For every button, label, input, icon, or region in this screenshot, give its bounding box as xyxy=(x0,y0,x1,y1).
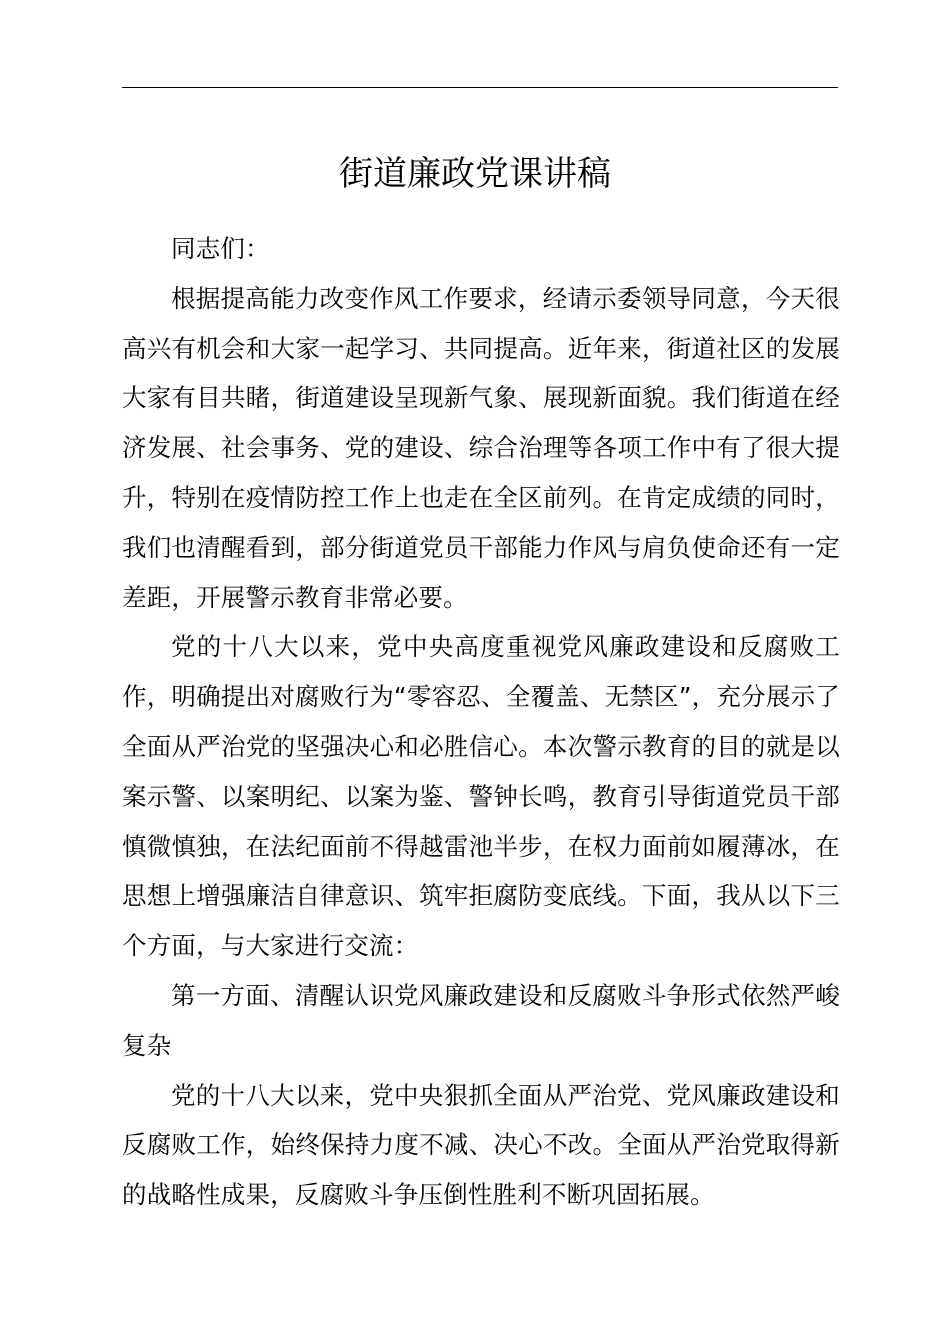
section-heading: 第一方面、清醒认识党风廉政建设和反腐败斗争形式依然严峻复杂 xyxy=(122,980,840,1060)
header-rule xyxy=(122,87,838,88)
body-paragraph: 根据提高能力改变作风工作要求，经请示委领导同意，今天很高兴有机会和大家一起学习、共同提高。近年来，街道社区的发展大家有目共睹，街道建设呈现新气象、展现新面貌。我们街道在经济发展、社会事务、党的建设、综合治理等各项工作中有了很大提升，特别在疫情防控工作上也走在全区前列。在肯定成绩的同时，我们也清醒看到，部分街道党员干部能力作风与肩负使命还有一定差距，开展警示教育非常必要。 xyxy=(122,283,840,612)
salutation-paragraph: 同志们： xyxy=(171,234,270,263)
body-paragraph: 党的十八大以来，党中央狠抓全面从严治党、党风廉政建设和反腐败工作，始终保持力度不减、决心不改。全面从严治党取得新的战略性成果，反腐败斗争压倒性胜利不断巩固拓展。 xyxy=(122,1080,840,1210)
document-title: 街道廉政党课讲稿 xyxy=(339,154,611,194)
document-body xyxy=(122,224,840,1220)
body-paragraph: 党的十八大以来，党中央高度重视党风廉政建设和反腐败工作，明确提出对腐败行为“零容忍、全覆盖、无禁区”，充分展示了全面从严治党的坚强决心和必胜信心。本次警示教育的目的就是以案示警、以案明纪、以案为鉴、警钟长鸣，教育引导街道党员干部慎微慎独，在法纪面前不得越雷池半步，在权力面前如履薄冰，在思想上增强廉洁自律意识、筑牢拒腐防变底线。下面，我从以下三个方面，与大家进行交流： xyxy=(122,632,840,961)
